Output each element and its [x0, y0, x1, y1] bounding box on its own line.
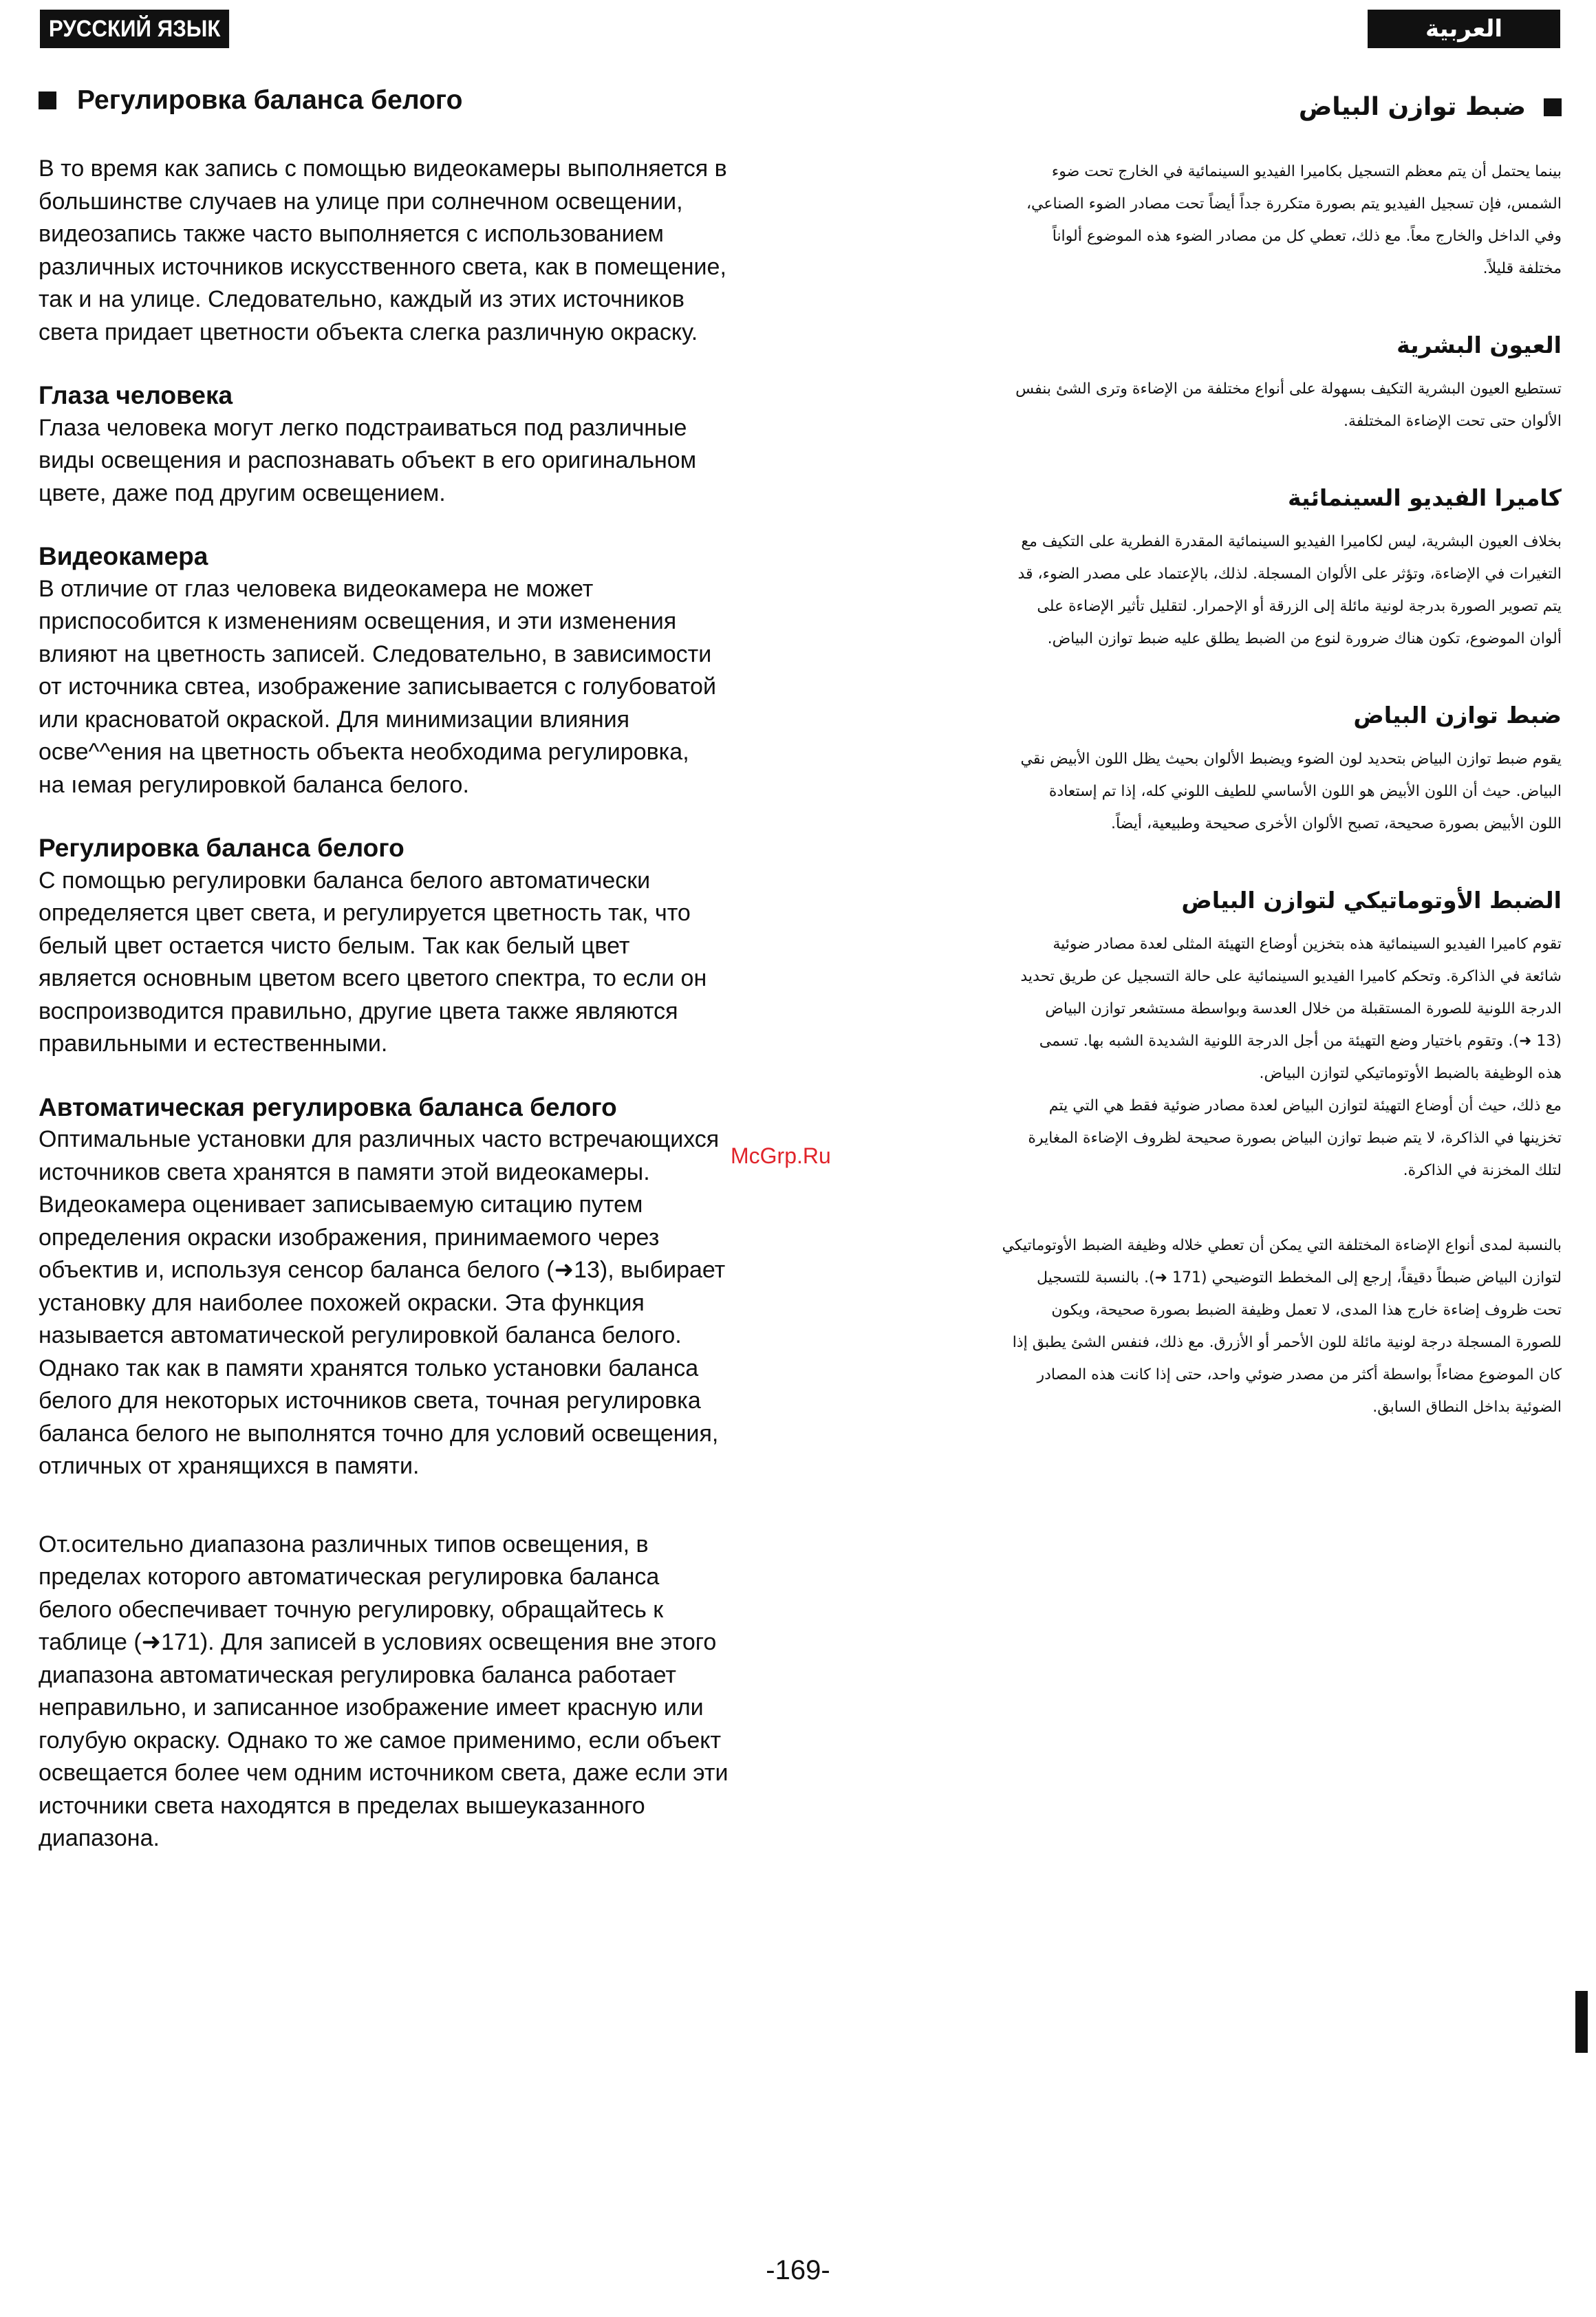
square-bullet-icon: [1544, 98, 1562, 116]
ru-intro-line: В то время как запись с помощью видеокамеры выполняется в: [39, 155, 727, 182]
ar-camera-paragraph: [887, 526, 1562, 655]
ar-wb-heading: ضبط توازن البياض: [1353, 702, 1562, 729]
ar-wb-line: البياض. حيث أن اللون الأبيض هو اللون الأساسي للطيف اللوني كله، إذا تم إستعادة: [1048, 783, 1562, 800]
ar-eyes-line: الألوان حتى تحت الإضاءة المختلفة.: [1344, 413, 1562, 430]
page-number: -169-: [766, 2255, 830, 2285]
ar-auto-wb-line: هذه الوظيفة بالضبط الأوتوماتيكي لتوازن البياض.: [1259, 1065, 1562, 1082]
ru-auto-wb-line: установку для наиболее похожей окраски. Эта функция: [39, 1289, 645, 1316]
ru-wb-line: С помощью регулировки баланса белого автоматически: [39, 867, 651, 894]
ar-auto-wb-paragraph: [887, 928, 1562, 1187]
ar-range-paragraph: [887, 1229, 1562, 1423]
ar-camera-heading: كاميرا الفيديو السينمائية: [1288, 484, 1562, 511]
ru-camera-line: приспособится к изменениям освещения, и эти изменения: [39, 608, 677, 634]
ru-auto-wb-line: белого для некоторых источников света, точная регулировка: [39, 1388, 701, 1414]
russian-column: [39, 66, 850, 1855]
ru-eyes-line: Глаза человека могут легко подстраиваться под различные: [39, 414, 687, 441]
ar-title-text: ضبط توازن البياض: [1298, 93, 1526, 121]
ar-eyes-paragraph: [887, 373, 1562, 438]
ar-camera-line: بخلاف العيون البشرية، ليس لكاميرا الفيديو السينمائية المقدرة الفطرية على التكيف مع: [1021, 533, 1562, 550]
ru-intro-line: света придает цветности объекта слегка различную окраску.: [39, 319, 698, 345]
ar-camera-line: التغيرات في الإضاءة، وتؤثر على الألوان المسجلة. لذلك، بالإعتماد على مصدر الضوء، قد: [1017, 565, 1562, 583]
ar-range-line: بالنسبة لمدى أنواع الإضاءة المختلفة التي يمكن أن تعطي خلاله وظيفة الضبط الأوتوماتيكي: [1002, 1237, 1562, 1254]
ru-intro-line: большинстве случаев на улице при солнечном освещении,: [39, 188, 683, 215]
arabic-language-tab: العربية: [1368, 10, 1560, 48]
ru-section-title: [39, 73, 850, 128]
ar-range-line: لتوازن البياض ضبطاً دقيقاً، إرجع إلى المخطط التوضيحي (171 ➜). بالنسبة للتسجيل: [1037, 1269, 1562, 1286]
ru-camera-line: на ıемая регулировкой баланса белого.: [39, 771, 469, 798]
ar-camera-line: ألوان الموضوع، تكون هناك ضرورة لنوع من الضبط يطلق عليه ضبط توازن البياض.: [1047, 630, 1562, 647]
ar-range-line: تحت ظروف إضاءة خارج هذا المدى، لا تعمل وظيفة الضبط بصورة صحيحة، ويكون: [1051, 1302, 1562, 1319]
ar-auto-wb-line: شائعة في الذاكرة. وتحكم كاميرا الفيديو السينمائية على حالة التسجيل عن طريق تحديد: [1020, 968, 1562, 985]
ar-range-line: كان الموضوع مضاءاً بواسطة أكثر من مصدر ضوئي واحد، حتى إذا كانت هذه المصادر: [1037, 1366, 1562, 1383]
ar-auto-wb-line: لتلك المخزنة في الذاكرة.: [1403, 1162, 1562, 1179]
ru-camera-line: В отличие от глаз человека видеокамера не может: [39, 575, 594, 602]
ru-intro-paragraph: [39, 153, 850, 349]
ar-camera-line: يتم تصوير الصورة بدرجة لونية مائلة إلى الزرقة أو الإحمرار. لتقليل تأثير الإضاءة على: [1037, 598, 1562, 615]
ar-range-line: الضوئية بداخل النطاق السابق.: [1372, 1399, 1562, 1416]
ru-range-paragraph: [39, 1529, 850, 1855]
ru-intro-line: различных источников искусственного света, как в помещение,: [39, 253, 726, 280]
ru-auto-wb-line: определения окраски изображения, принимаемого через: [39, 1224, 660, 1251]
ru-wb-line: правильными и естественными.: [39, 1031, 388, 1057]
ru-range-line: белого обеспечивает точную регулировку, обращайтесь к: [39, 1596, 664, 1623]
ru-auto-wb-line: баланса белого не выполнятся точно для условий освещения,: [39, 1420, 719, 1447]
watermark: McGrp.Ru: [731, 1143, 831, 1168]
ar-section-title: [887, 80, 1562, 135]
ru-range-line: пределах которого автоматическая регулировка баланса: [39, 1564, 660, 1590]
ru-wb-paragraph: [39, 865, 850, 1061]
ar-auto-wb-line: تخزينها في الذاكرة، لا يتم ضبط توازن البياض بصورة صحيحة لظروف الإضاءة المغايرة: [1028, 1130, 1562, 1147]
arabic-column: [887, 66, 1562, 1423]
ru-intro-line: видеозапись также часто выполняется с использованием: [39, 221, 664, 247]
ru-auto-wb-line: отличных от хранящихся в памяти.: [39, 1453, 420, 1479]
ru-camera-heading: Видеокамера: [39, 542, 208, 570]
ar-wb-line: يقوم ضبط توازن البياض بتحديد لون الضوء ويضبط الألوان بحيث يظل اللون الأبيض نقي: [1020, 751, 1562, 768]
ru-wb-line: воспроизводится правильно, другие цвета также являются: [39, 998, 678, 1024]
ru-wb-line: является основным цветом всего цветого спектра, то если он: [39, 965, 707, 991]
ru-auto-wb-line: источников света хранятся в памяти этой видеокамеры.: [39, 1158, 650, 1185]
ru-camera-line: осве^^ения на цветность объекта необходима регулировка,: [39, 739, 689, 765]
ru-camera-line: или красноватой окраской. Для минимизации влияния: [39, 706, 630, 733]
ar-intro-line: مختلفة قليلاً.: [1482, 260, 1562, 277]
ru-camera-paragraph: [39, 573, 850, 802]
ru-auto-wb-heading: Автоматическая регулировка баланса белого: [39, 1092, 617, 1121]
ru-auto-wb-line: объектив и, используя сенсор баланса белого (➜13), выбирает: [39, 1257, 726, 1283]
ru-eyes-heading: Глаза человека: [39, 381, 233, 409]
ar-auto-wb-heading: الضبط الأوتوماتيكي لتوازن البياض: [1181, 887, 1562, 914]
ru-eyes-line: цвете, даже под другим освещением.: [39, 479, 446, 506]
ru-intro-line: так и на улице. Следовательно, каждый из этих источников: [39, 286, 684, 312]
ru-camera-line: от источника свтеа, изображение записывается с голубоватой: [39, 673, 716, 700]
page-edge-marker: [1575, 1991, 1588, 2053]
ru-range-line: источники света находятся в пределах вышеуказанного: [39, 1792, 645, 1819]
ru-range-line: От.осительно диапазона различных типов освещения, в: [39, 1531, 649, 1558]
ru-wb-line: белый цвет остается чисто белым. Так как белый цвет: [39, 932, 630, 959]
russian-language-tab: РУССКИЙ ЯЗЫК: [40, 10, 229, 48]
ar-eyes-heading: العيون البشرية: [1396, 332, 1562, 358]
square-bullet-icon: [39, 91, 56, 109]
ru-wb-heading: Регулировка баланса белого: [39, 834, 405, 862]
ru-eyes-line: виды освещения и распознавать объект в его оригинальном: [39, 447, 697, 473]
ru-range-line: освещается более чем одним источником света, даже если эти: [39, 1760, 729, 1786]
ru-eyes-paragraph: [39, 412, 850, 510]
ar-intro-line: بينما يحتمل أن يتم معظم التسجيل بكاميرا الفيديو السينمائية في الخارج تحت ضوء: [1051, 163, 1562, 180]
ru-auto-wb-line: Однако так как в памяти хранятся только установки баланса: [39, 1355, 699, 1381]
ru-range-line: неправильно, и записанное изображение имеет красную или: [39, 1694, 704, 1721]
ru-range-line: диапазона.: [39, 1825, 160, 1851]
ru-range-line: голубую окраску. Однако то же самое применимо, если объект: [39, 1727, 722, 1754]
ru-title-text: Регулировка баланса белого: [77, 85, 463, 115]
ru-auto-wb-line: Видеокамера оценивает записываемую ситацию путем: [39, 1192, 643, 1218]
ar-wb-paragraph: [887, 743, 1562, 840]
ar-eyes-line: تستطيع العيون البشرية التكيف بسهولة على أنواع مختلفة من الإضاءة وترى الشئ بنفس: [1015, 380, 1562, 398]
ar-wb-line: اللون الأبيض بصورة صحيحة، تصبح الألوان الأخرى صحيحة وطبيعية، أيضاً.: [1110, 815, 1562, 832]
ru-auto-wb-line: называется автоматической регулировкой баланса белого.: [39, 1322, 682, 1348]
ar-auto-wb-line: مع ذلك، حيث أن أوضاع التهيئة لتوازن البياض لعدة مصادر ضوئية فقط هي التي يتم: [1048, 1097, 1562, 1114]
ar-intro-line: وفي الداخل والخارج معاً. مع ذلك، تعطي كل من مصادر الضوء هذه الموضوع ألواناً: [1052, 228, 1562, 245]
ar-range-line: للصورة المسجلة درجة لونية مائلة للون الأحمر أو الأزرق. مع ذلك، فنفس الشئ يطبق إذا: [1012, 1334, 1562, 1351]
ar-auto-wb-line: تقوم كاميرا الفيديو السينمائية هذه بتخزين أوضاع التهيئة المثلى لعدة مصادر ضوئية: [1053, 936, 1562, 953]
ar-auto-wb-line: الدرجة اللونية للصورة المستقبلة من خلال العدسة وبواسطة مستشعر توازن البياض: [1045, 1000, 1562, 1017]
ru-camera-line: влияют на цветность записей. Следовательно, в зависимости: [39, 640, 712, 667]
ru-wb-line: определяется цвет света, и регулируется цветность так, что: [39, 900, 691, 926]
ar-auto-wb-line: (13 ➜). وتقوم باختيار وضع التهيئة من أجل الدرجة اللونية الشديدة الشبه بها. تسمى: [1039, 1033, 1562, 1050]
ar-intro-paragraph: [887, 155, 1562, 285]
ar-intro-line: الشمس، فإن تسجيل الفيديو يتم بصورة متكررة جداً أيضاً تحت مصادر الضوء الصناعي،: [1026, 195, 1562, 213]
ru-auto-wb-line: Оптимальные установки для различных часто встречающихся: [39, 1126, 720, 1152]
ru-auto-wb-paragraph: [39, 1123, 850, 1483]
ru-range-line: диапазона автоматическая регулировка баланса работает: [39, 1661, 676, 1688]
ru-range-line: таблице (➜171). Для записей в условиях освещения вне этого: [39, 1629, 717, 1655]
